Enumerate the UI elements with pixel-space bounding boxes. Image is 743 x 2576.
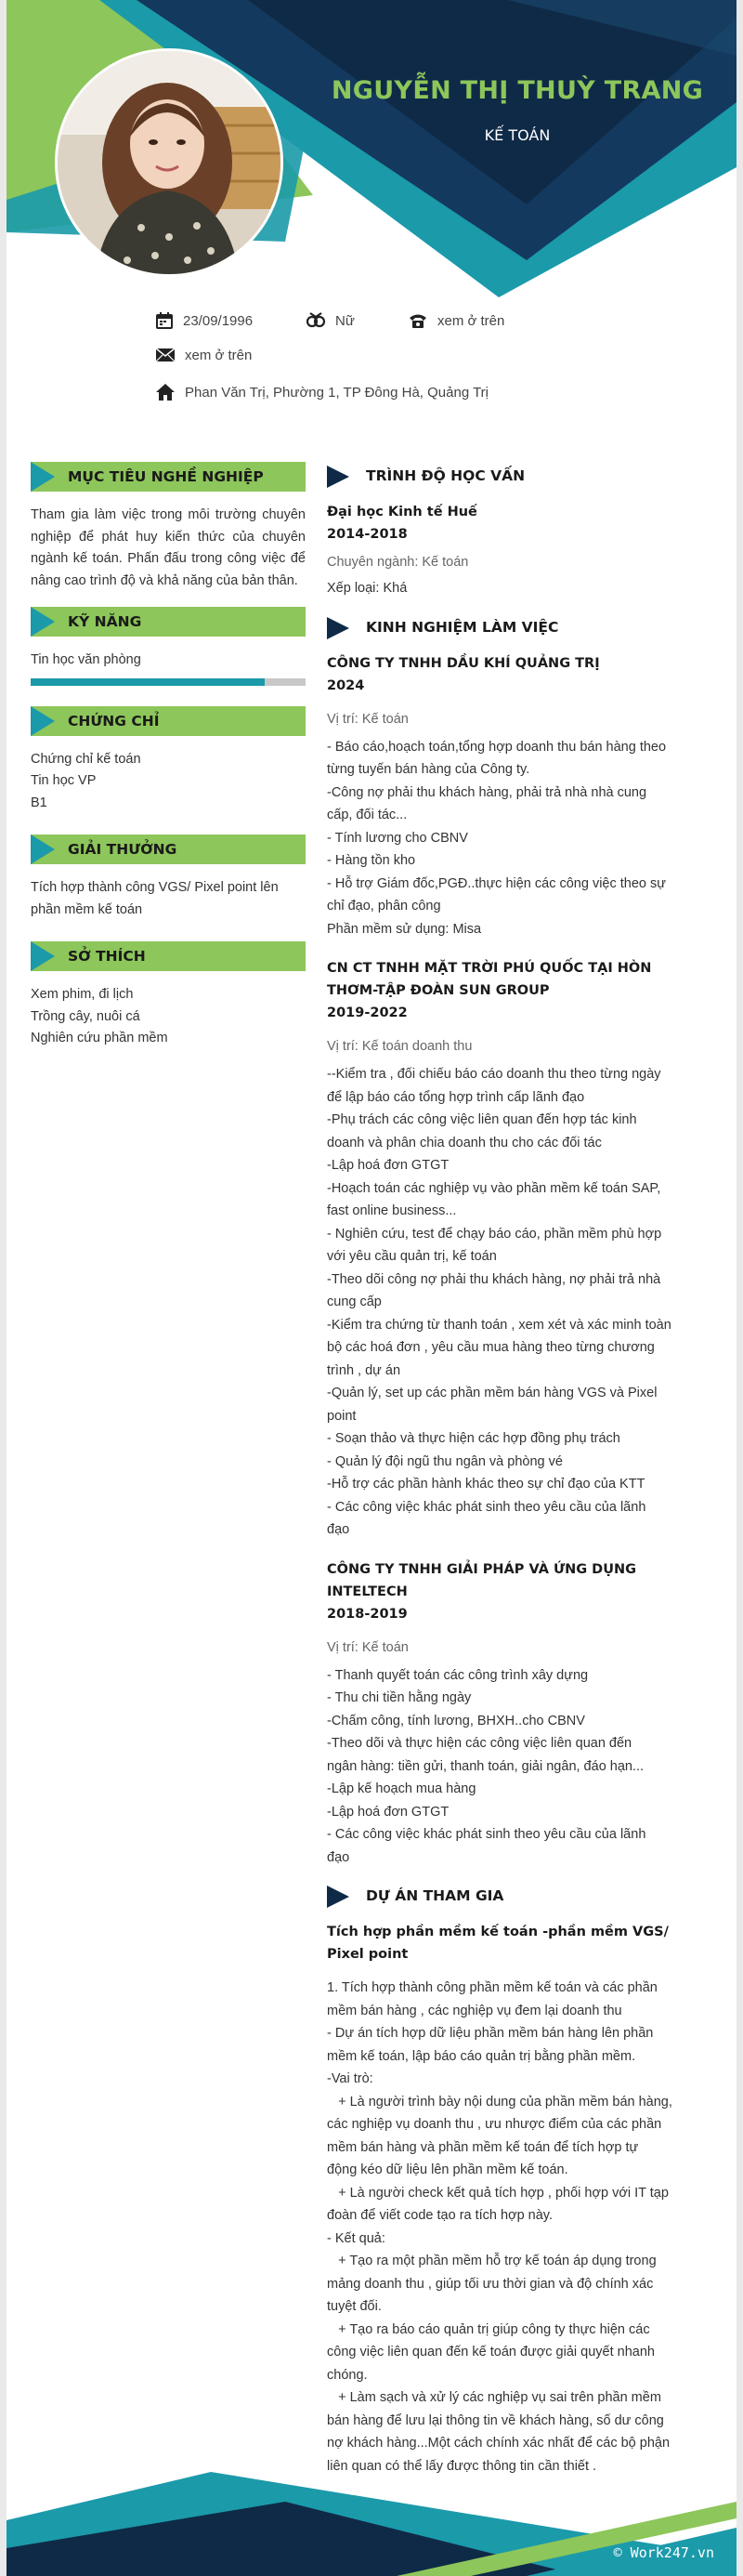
portrait-image [58, 51, 283, 277]
job-company: CN CT TNHH MẶT TRỜI PHÚ QUỐC TẠI HÒN THƠM-TẬP ĐOÀN SUN GROUP [327, 961, 652, 998]
envelope-icon [155, 347, 176, 363]
job-duty-line: cung cấp [327, 1295, 382, 1309]
job-years: 2024 [327, 677, 365, 693]
project-line: liên quan có thể lấy được thông tin cần thiết . [327, 2458, 597, 2474]
job-position: Vị trí: Kế toán [327, 711, 409, 727]
experience-title: KINH NGHIỆM LÀM VIỆC [366, 618, 559, 636]
job-duty-line: fast online business... [327, 1203, 457, 1218]
certificates-heading [31, 706, 306, 736]
hobby-item: Xem phim, đi lịch [31, 987, 134, 1002]
job-duty-line: - Các công việc khác phát sinh theo yêu cầu của lãnh [327, 1499, 646, 1515]
awards-heading [31, 835, 306, 864]
project-line: nợ khách hàng...Một cách chính xác nhất để các bộ phận [327, 2436, 671, 2451]
job-entry [327, 1558, 689, 1870]
projects-title: DỰ ÁN THAM GIA [366, 1887, 504, 1904]
contact-address [155, 383, 489, 401]
job-entry [327, 652, 689, 941]
objective-text: Tham gia làm việc trong môi trường chuyên nghiệp để phát huy kiến thức của chuyên ngành kế toán. Phấn đấu trong công việc để nâng cao trình độ và khả năng của bản thân. [31, 507, 306, 588]
heading-marker-icon [31, 941, 55, 971]
education-heading [327, 462, 689, 490]
job-duty-line: -Công nợ phải thu khách hàng, phải trả nhà nhà cung [327, 784, 647, 800]
job-duty-line: đạo [327, 1522, 350, 1537]
job-duty-line: -Chấm công, tính lương, BHXH..cho CBNV [327, 1713, 585, 1728]
certificate-item: B1 [31, 795, 47, 810]
hobby-item: Trồng cây, nuôi cá [31, 1008, 140, 1024]
job-list [327, 652, 689, 1870]
job-position: Vị trí: Kế toán doanh thu [327, 1039, 473, 1054]
job-description [327, 736, 689, 941]
job-duty-line: - Thu chi tiền hằng ngày [327, 1690, 472, 1705]
job-duty-line: ngân hàng: tiền gửi, thanh toán, giải ngân, đáo hạn... [327, 1758, 645, 1774]
certificates-title: CHỨNG CHỈ [68, 712, 160, 729]
job-years: 2018-2019 [327, 1606, 408, 1622]
skill-bar [31, 678, 306, 686]
phone-value: xem ở trên [437, 312, 505, 329]
job-duty-line: - Báo cáo,hoạch toán,tổng hợp doanh thu bán hàng theo [327, 739, 667, 755]
job-duty-line: cấp, đối tác... [327, 808, 408, 822]
project-line: mềm kế toán, lập báo cáo quản trị bằng phần mềm. [327, 2048, 636, 2064]
school-years: 2014-2018 [327, 527, 408, 542]
calendar-icon [155, 311, 174, 330]
job-description [327, 1664, 689, 1870]
job-duty-line: đạo [327, 1849, 350, 1865]
job-duty-line: để lập báo cáo tổng hợp trình cấp lãnh đạo [327, 1089, 585, 1105]
job-duty-line: từng tuyến bán hàng của Công ty. [327, 762, 530, 777]
project-name: Tích hợp phần mềm kế toán -phần mềm VGS/ Pixel point [327, 1925, 669, 1962]
objective-heading [31, 462, 306, 492]
left-column [31, 462, 306, 1050]
school-major: Chuyên ngành: Kế toán [327, 555, 469, 570]
heading-marker-icon [31, 706, 55, 736]
project-line: bán hàng để lưu lại thông tin về khách hàng, số dư công [327, 2412, 664, 2428]
education-title: TRÌNH ĐỘ HỌC VẤN [366, 467, 526, 484]
award-text: Tích hợp thành công VGS/ Pixel point lên phần mềm kế toán [31, 880, 279, 917]
job-company: CÔNG TY TNHH GIẢI PHÁP VÀ ỨNG DỤNG INTELTECH [327, 1561, 637, 1599]
job-duty-line: - Hỗ trợ Giám đốc,PGĐ..thực hiện các công việc theo sự [327, 875, 666, 891]
job-duty-line: -Hoạch toán các nghiệp vụ vào phần mềm kế toán SAP, [327, 1180, 661, 1196]
project-line: -Vai trò: [327, 2071, 373, 2086]
contact-phone [408, 311, 504, 330]
cv-page [7, 0, 736, 2576]
candidate-name: NGUYỄN THỊ THUỲ TRANG [331, 76, 704, 105]
job-duty-line: trình , dự án [327, 1362, 401, 1378]
job-entry [327, 957, 689, 1542]
job-duty-line: - Hàng tồn kho [327, 853, 416, 868]
project-line: + Làm sạch và xử lý các nghiệp vụ sai trên phần mềm [327, 2390, 661, 2405]
project-line: - Dự án tích hợp dữ liệu phần mềm bán hàng lên phần [327, 2026, 654, 2041]
address-value: Phan Văn Trị, Phường 1, TP Đông Hà, Quảng Trị [185, 384, 489, 401]
home-icon [155, 383, 176, 401]
certificate-item: Tin học VP [31, 773, 97, 788]
right-column [327, 462, 689, 2477]
project-line: mảng doanh thu , giúp tối ưu thời gian và độ chính xác [327, 2276, 654, 2292]
hobby-item: Nghiên cứu phần mềm [31, 1031, 168, 1045]
school-grade: Xếp loại: Khá [327, 581, 408, 596]
heading-marker-icon [31, 835, 55, 864]
projects-heading [327, 1882, 689, 1910]
gender-icon [306, 311, 326, 330]
job-duty-line: -Quản lý, set up các phần mềm bán hàng VGS và Pixel [327, 1386, 658, 1400]
job-duty-line: -Phụ trách các công việc liên quan đến hợp tác kinh [327, 1112, 637, 1127]
job-description [327, 1063, 689, 1542]
job-duty-line: - Quản lý đội ngũ thu ngân và phòng vé [327, 1453, 563, 1469]
job-duty-line: - Các công việc khác phát sinh theo yêu cầu của lãnh [327, 1827, 646, 1842]
skill-name: Tin học văn phòng [31, 652, 141, 667]
birthday-value: 23/09/1996 [183, 312, 254, 329]
project-line: các nghiệp vụ doanh thu , ưu nhược điểm của các phần [327, 2117, 662, 2132]
project-line: công việc liên quan đến kế toán được giải quyết nhanh [327, 2345, 655, 2359]
skills-heading [31, 607, 306, 637]
job-years: 2019-2022 [327, 1005, 408, 1020]
job-duty-line: - Soạn thảo và thực hiện các hợp đồng phụ trách [327, 1431, 620, 1446]
project-line: chóng. [327, 2367, 368, 2383]
hobbies-heading [31, 941, 306, 971]
gender-value: Nữ [335, 312, 355, 329]
objective-title: MỤC TIÊU NGHỀ NGHIỆP [68, 468, 264, 485]
job-company: CÔNG TY TNHH DẦU KHÍ QUẢNG TRỊ [327, 655, 600, 671]
job-duty-line: - Tính lương cho CBNV [327, 830, 468, 846]
job-position: Vị trí: Kế toán [327, 1639, 409, 1655]
project-line: đoàn để viết code tạo ra tích hợp này. [327, 2208, 554, 2223]
avatar [55, 48, 283, 277]
job-duty-line: - Nghiên cứu, test để chạy báo cáo, phần mềm phù hợp [327, 1226, 662, 1242]
job-duty-line: -Lập hoá đơn GTGT [327, 1804, 450, 1820]
contact-birthday [155, 311, 253, 330]
project-line: + Tạo ra báo cáo quản trị giúp công ty thực hiện các [327, 2321, 650, 2337]
job-duty-line: -Lập kế hoạch mua hàng [327, 1781, 476, 1796]
project-line: + Tạo ra một phần mềm hỗ trợ kế toán áp dụng trong [327, 2254, 657, 2268]
job-duty-line: point [327, 1408, 357, 1424]
heading-marker-icon [31, 462, 55, 492]
contact-email [155, 347, 252, 363]
email-value: xem ở trên [185, 347, 253, 363]
job-duty-line: -Theo dõi công nợ phải thu khách hàng, nợ phải trả nhà [327, 1271, 661, 1287]
job-duty-line: -Kiểm tra chứng từ thanh toán , xem xét và xác minh toàn [327, 1317, 671, 1333]
phone-icon [408, 311, 428, 330]
skills-title: KỸ NĂNG [68, 613, 142, 630]
project-line: tuyệt đối. [327, 2299, 382, 2314]
job-duty-line: bộ các hoá đơn , yêu cầu mua hàng theo từng chương [327, 1340, 655, 1355]
skill-bar-fill [31, 678, 265, 686]
job-duty-line: -Lập hoá đơn GTGT [327, 1158, 450, 1173]
heading-marker-icon [31, 607, 55, 637]
project-line: - Kết quả: [327, 2230, 385, 2246]
project-line: mềm bán hàng và phần mềm kế toán để tích hợp tự [327, 2139, 639, 2155]
project-line: + Là người trình bày nội dung của phần mềm bán hàng, [327, 2094, 672, 2109]
experience-heading [327, 613, 689, 641]
project-line: + Là người check kết quả tích hợp , phối hợp với IT tạp [327, 2185, 669, 2201]
candidate-role: KẾ TOÁN [484, 126, 551, 144]
project-line: động kéo dữ liệu lên phần mềm kế toán. [327, 2162, 568, 2177]
school-name: Đại học Kinh tế Huế [327, 505, 477, 519]
contact-gender [306, 311, 355, 330]
project-description [327, 1977, 689, 2477]
job-duty-line: --Kiểm tra , đối chiếu báo cáo doanh thu theo từng ngày [327, 1067, 661, 1082]
awards-title: GIẢI THƯỞNG [68, 841, 177, 858]
job-duty-line: Phần mềm sử dụng: Misa [327, 921, 482, 937]
project-line: 1. Tích hợp thành công phần mềm kế toán và các phần [327, 1980, 658, 1995]
heading-marker-icon [327, 617, 349, 639]
job-duty-line: chỉ đạo, phân công [327, 899, 441, 913]
job-duty-line: doanh và phân chia doanh thu cho các đối tác [327, 1135, 602, 1150]
job-duty-line: -Hỗ trợ các phần hành khác theo sự chỉ đạo của KTT [327, 1477, 645, 1492]
heading-marker-icon [327, 1886, 349, 1908]
job-duty-line: - Thanh quyết toán các công trình xây dựng [327, 1667, 589, 1683]
job-duty-line: với yêu cầu quản trị, kế toán [327, 1249, 497, 1264]
job-duty-line: -Theo dõi và thực hiện các công việc liên quan đến [327, 1736, 632, 1751]
copyright-text: © Work247.vn [613, 2544, 714, 2561]
hobbies-title: SỞ THÍCH [68, 948, 146, 965]
project-line: mềm bán hàng , các nghiệp vụ đem lại doanh thu [327, 2003, 622, 2018]
heading-marker-icon [327, 466, 349, 488]
certificate-item: Chứng chỉ kế toán [31, 751, 141, 767]
